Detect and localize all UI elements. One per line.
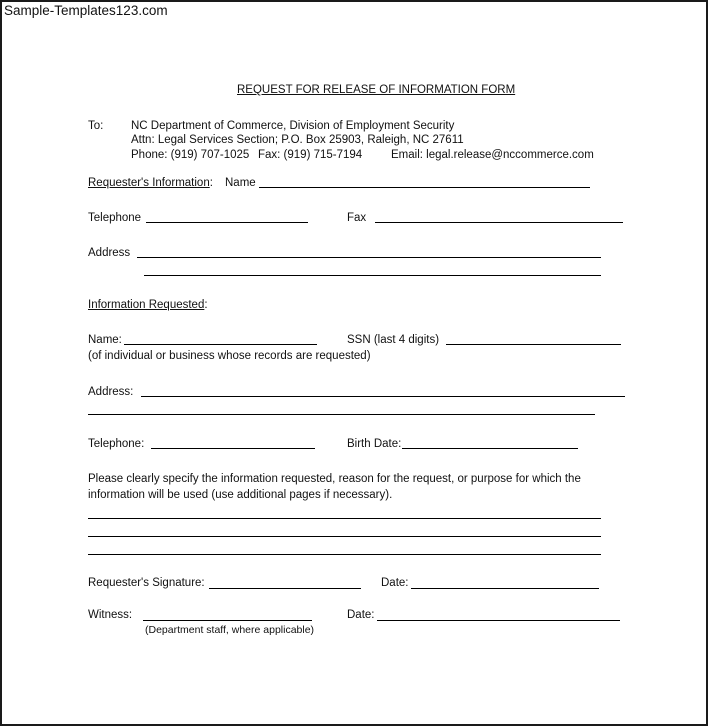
- info-address-field-1[interactable]: [141, 396, 625, 397]
- specify-text-1: Please clearly specify the information requested, reason for the request, or purpose for which the: [88, 473, 581, 485]
- witness-note: (Department staff, where applicable): [145, 624, 315, 636]
- info-name-field[interactable]: [124, 344, 317, 345]
- to-email: Email: legal.release@nccommerce.com: [391, 149, 594, 161]
- requester-section-colon: :: [209, 177, 213, 189]
- to-phone: Phone: (919) 707-1025: [131, 149, 250, 161]
- specify-field-1[interactable]: [88, 518, 601, 519]
- requester-section-heading: [88, 176, 213, 190]
- requester-telephone-field[interactable]: [146, 222, 308, 223]
- signature-label: Requester's Signature:: [88, 577, 205, 589]
- info-address-label: Address:: [88, 386, 134, 398]
- form-title: REQUEST FOR RELEASE OF INFORMATION FORM: [237, 84, 516, 96]
- specify-text-2: information will be used (use additional pages if necessary).: [88, 489, 393, 501]
- witness-field[interactable]: [143, 620, 312, 621]
- requester-name-label: Name: [225, 177, 256, 189]
- requester-address-field-2[interactable]: [144, 275, 601, 276]
- to-label: To:: [88, 120, 104, 132]
- requester-section-label: Requester's Information: [88, 177, 210, 189]
- info-address-field-2[interactable]: [88, 414, 595, 415]
- birth-date-field[interactable]: [402, 448, 578, 449]
- info-name-label: Name:: [88, 334, 122, 346]
- signature-date-field[interactable]: [411, 588, 599, 589]
- info-telephone-field[interactable]: [151, 448, 315, 449]
- requester-fax-label: Fax: [347, 212, 367, 224]
- records-note: (of individual or business whose records are requested): [88, 350, 371, 362]
- witness-label: Witness:: [88, 609, 133, 621]
- info-section-heading: [88, 298, 208, 312]
- to-line-2: Attn: Legal Services Section; P.O. Box 25903, Raleigh, NC 27611: [131, 134, 464, 146]
- info-section-colon: :: [204, 299, 208, 311]
- requester-address-field-1[interactable]: [137, 257, 601, 258]
- watermark: Sample-Templates123.com: [4, 3, 168, 18]
- requester-telephone-label: Telephone: [88, 212, 142, 224]
- to-line-1: NC Department of Commerce, Division of Employment Security: [131, 120, 455, 132]
- ssn-field[interactable]: [446, 344, 621, 345]
- witness-date-field[interactable]: [377, 620, 620, 621]
- info-telephone-label: Telephone:: [88, 438, 145, 450]
- requester-address-label: Address: [88, 247, 131, 259]
- to-fax: Fax: (919) 715-7194: [258, 149, 363, 161]
- specify-field-2[interactable]: [88, 536, 601, 537]
- witness-date-label: Date:: [347, 609, 375, 621]
- requester-fax-field[interactable]: [375, 222, 623, 223]
- specify-field-3[interactable]: [88, 554, 601, 555]
- birth-date-label: Birth Date:: [347, 438, 402, 450]
- ssn-label: SSN (last 4 digits): [347, 334, 440, 346]
- signature-date-label: Date:: [381, 577, 409, 589]
- info-section-label: Information Requested: [88, 299, 205, 311]
- signature-field[interactable]: [209, 588, 361, 589]
- requester-name-field[interactable]: [259, 187, 590, 188]
